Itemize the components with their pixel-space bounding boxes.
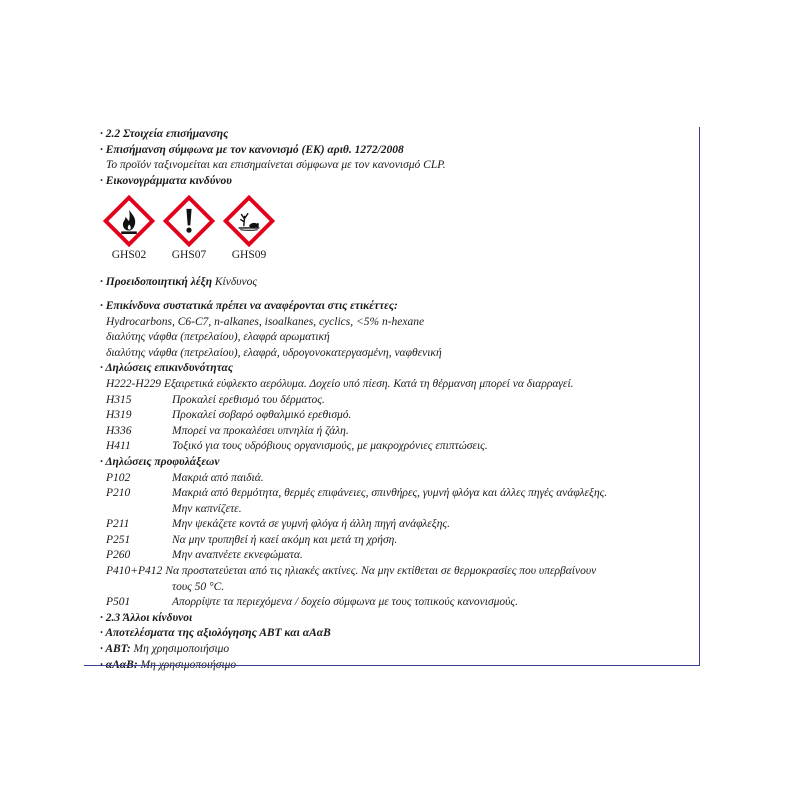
- hazardous-component: διαλύτης νάφθα (πετρελαίου), ελαφρά, υδρογονοκατεργασμένη, ναφθενική: [106, 346, 442, 359]
- section-2-2-heading: · 2.2 Στοιχεία επισήμανσης: [100, 128, 229, 140]
- pictogram-code: GHS02: [111, 249, 147, 262]
- statement-code: H319: [106, 409, 132, 422]
- hazard-statement: [100, 439, 699, 455]
- statement-text: Μακριά από θερμότητα, θερμές επιφάνειες, σπινθήρες, γυμνή φλόγα και άλλες πηγές ανάφλεξης.: [172, 487, 608, 500]
- pbt-value: Μη χρησιμοποιήσιμο: [133, 643, 230, 656]
- statement-text: Μπορεί να προκαλέσει υπνηλία ή ζάλη.: [172, 424, 349, 437]
- precautionary-statement: [100, 471, 699, 487]
- hazard-statement: [100, 377, 699, 393]
- statement-code: H336: [106, 424, 132, 437]
- statement-continuation: τους 50 °C.: [172, 580, 225, 593]
- hazard-statement: [100, 393, 699, 409]
- sds-section-2: [100, 127, 700, 671]
- hazard-statement: [100, 424, 699, 440]
- statement-text: Απορρίψτε τα περιεχόμενα / δοχείο σύμφωνα με τους τοπικούς κανονισμούς.: [172, 596, 518, 609]
- statement-code: H222-H229: [106, 377, 161, 390]
- precautionary-statement: [100, 486, 699, 502]
- statement-code: H315: [106, 393, 132, 406]
- pictogram-ghs02: [102, 195, 156, 261]
- statement-code: P102: [106, 471, 131, 484]
- statement-code: P251: [106, 533, 131, 546]
- pictogram-ghs09: [222, 195, 276, 261]
- statement-code: P211: [106, 518, 130, 531]
- statement-code: P501: [106, 596, 131, 609]
- pbt-line: [100, 642, 699, 658]
- statement-text: Μην αναπνέετε εκνεφώματα.: [172, 549, 303, 562]
- statement-text: Μακριά από παιδιά.: [172, 471, 264, 484]
- pictogram-code: GHS09: [231, 249, 267, 262]
- statement-code: H411: [106, 440, 131, 453]
- statement-code: P260: [106, 549, 131, 562]
- hazardous-component: Hydrocarbons, C6-C7, n-alkanes, isoalkanes, cyclics, <5% n-hexane: [106, 315, 425, 328]
- regulation-heading: · Επισήμανση σύμφωνα με τον κανονισμό (ΕΚ) αριθ. 1272/2008: [100, 143, 404, 156]
- statement-code: P410+P412: [106, 565, 163, 578]
- environment-icon: [223, 195, 275, 247]
- section-2-3-heading: · 2.3 Άλλοι κίνδυνοι: [100, 611, 193, 624]
- pictogram-code: GHS07: [171, 249, 207, 262]
- statement-text: Να μην τρυπηθεί ή καεί ακόμη και μετά τη χρήση.: [172, 533, 398, 546]
- statement-text: Προκαλεί σοβαρό οφθαλμικό ερεθισμό.: [172, 409, 352, 422]
- statement-continuation: Μην καπνίζετε.: [172, 502, 242, 515]
- exclamation-icon: [163, 195, 215, 247]
- statement-text: Τοξικό για τους υδρόβιους οργανισμούς, με μακροχρόνιες επιπτώσεις.: [172, 440, 488, 453]
- pbt-label: · ΑΒΤ:: [100, 643, 131, 656]
- statement-text: Να προστατεύεται από τις ηλιακές ακτίνες. Να μην εκτίθεται σε θερμοκρασίες που υπερβαίνουν: [165, 565, 597, 578]
- hazardous-components-heading: · Επικίνδυνα συστατικά πρέπει να αναφέρονται στις ετικέττες:: [100, 299, 398, 312]
- signal-word: Κίνδυνος: [214, 276, 258, 289]
- bottom-rule: [84, 665, 700, 666]
- assessment-heading: · Αποτελέσματα της αξιολόγησης ΑΒΤ και αΑαΒ: [100, 627, 331, 640]
- statement-text: Εξαιρετικά εύφλεκτο αερόλυμα. Δοχείο υπό πίεση. Κατά τη θέρμανση μπορεί να διαρραγεί.: [163, 377, 574, 390]
- statement-text: Μην ψεκάζετε κοντά σε γυμνή φλόγα ή άλλη πηγή ανάφλεξης.: [172, 518, 450, 531]
- precautionary-statement: [100, 564, 699, 580]
- regulation-text: Το προϊόν ταξινομείται και επισημαίνεται σύμφωνα με τον κανονισμό CLP.: [106, 159, 446, 172]
- pictogram-row: [102, 195, 699, 261]
- statement-code: P210: [106, 487, 131, 500]
- pictograms-heading: · Εικονογράμματα κινδύνου: [100, 174, 232, 187]
- vpvb-label: · αΑαΒ:: [100, 658, 138, 671]
- statement-text: Προκαλεί ερεθισμό του δέρματος.: [172, 393, 325, 406]
- hazard-statement: [100, 408, 699, 424]
- hazard-statements-heading: · Δηλώσεις επικινδυνότητας: [100, 362, 234, 375]
- precautionary-statement: [100, 548, 699, 564]
- precautionary-heading: · Δηλώσεις προφυλάξεων: [100, 455, 220, 468]
- signal-word-label: · Προειδοποιητική λέξη: [100, 276, 213, 289]
- precautionary-statement: [100, 595, 699, 611]
- precautionary-statement: [100, 533, 699, 549]
- precautionary-statement: [100, 517, 699, 533]
- vpvb-value: Μη χρησιμοποιήσιμο: [140, 658, 237, 671]
- hazardous-component: διαλύτης νάφθα (πετρελαίου), ελαφρά αρωματική: [106, 331, 330, 344]
- signal-word-line: [100, 275, 699, 291]
- flame-icon: [103, 195, 155, 247]
- pictogram-ghs07: [162, 195, 216, 261]
